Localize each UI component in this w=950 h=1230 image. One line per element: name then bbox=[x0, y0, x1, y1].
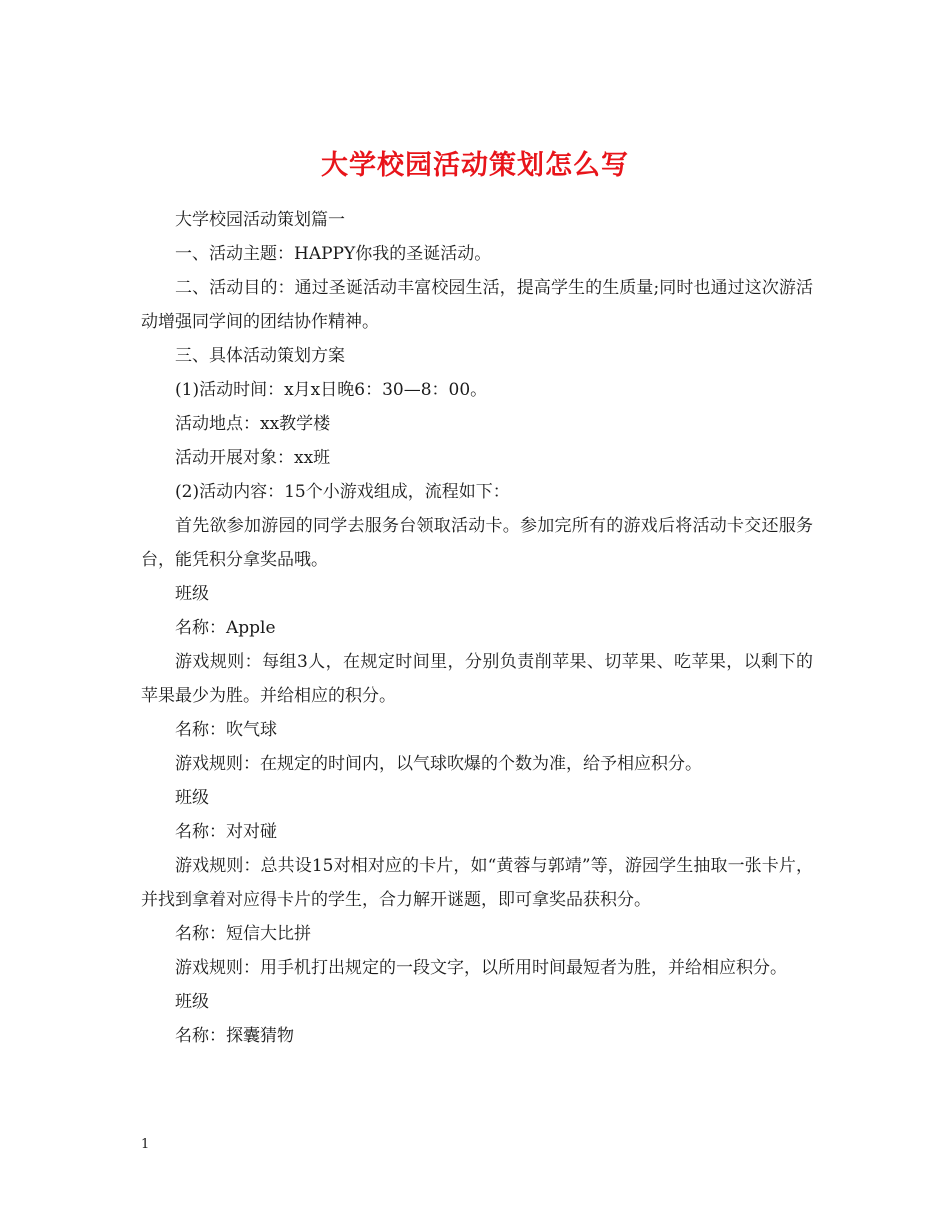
paragraph: 二、活动目的：通过圣诞活动丰富校园生活，提高学生的生质量;同时也通过这次游活动增强同学间的团结协作精神。 bbox=[141, 278, 813, 332]
paragraph: 游戏规则：在规定的时间内，以气球吹爆的个数为准，给予相应积分。 bbox=[175, 754, 702, 774]
paragraph: 活动地点：xx教学楼 bbox=[175, 414, 331, 434]
page-number: 1 bbox=[141, 1137, 150, 1152]
paragraph: 名称：探囊猜物 bbox=[175, 1026, 294, 1046]
paragraph: 活动开展对象：xx班 bbox=[175, 448, 331, 468]
paragraph: 班级 bbox=[175, 788, 209, 808]
paragraph: 名称：短信大比拼 bbox=[175, 924, 311, 944]
paragraph: 名称：Apple bbox=[175, 618, 276, 638]
paragraph: 班级 bbox=[175, 584, 209, 604]
paragraph: (1)活动时间：x月x日晚6：30—8：00。 bbox=[175, 380, 488, 400]
paragraph: 名称：吹气球 bbox=[175, 720, 277, 740]
paragraph: 大学校园活动策划篇一 bbox=[175, 210, 345, 230]
paragraph: 一、活动主题：HAPPY你我的圣诞活动。 bbox=[175, 244, 492, 264]
paragraph: 游戏规则：用手机打出规定的一段文字，以所用时间最短者为胜，并给相应积分。 bbox=[175, 958, 787, 978]
paragraph: 首先欲参加游园的同学去服务台领取活动卡。参加完所有的游戏后将活动卡交还服务台，能凭积分拿奖品哦。 bbox=[141, 516, 813, 570]
paragraph: 游戏规则：每组3人，在规定时间里，分别负责削苹果、切苹果、吃苹果，以剩下的苹果最少为胜。并给相应的积分。 bbox=[141, 652, 813, 706]
document-title: 大学校园活动策划怎么写 bbox=[321, 150, 629, 182]
paragraph: 游戏规则：总共设15对相对应的卡片，如“黄蓉与郭靖”等，游园学生抽取一张卡片，并找到拿着对应得卡片的学生，合力解开谜题，即可拿奖品获积分。 bbox=[141, 856, 813, 910]
document-body bbox=[141, 203, 813, 1053]
paragraph: (2)活动内容：15个小游戏组成，流程如下： bbox=[175, 482, 510, 502]
paragraph: 班级 bbox=[175, 992, 209, 1012]
paragraph: 三、具体活动策划方案 bbox=[175, 346, 345, 366]
paragraph: 名称：对对碰 bbox=[175, 822, 277, 842]
